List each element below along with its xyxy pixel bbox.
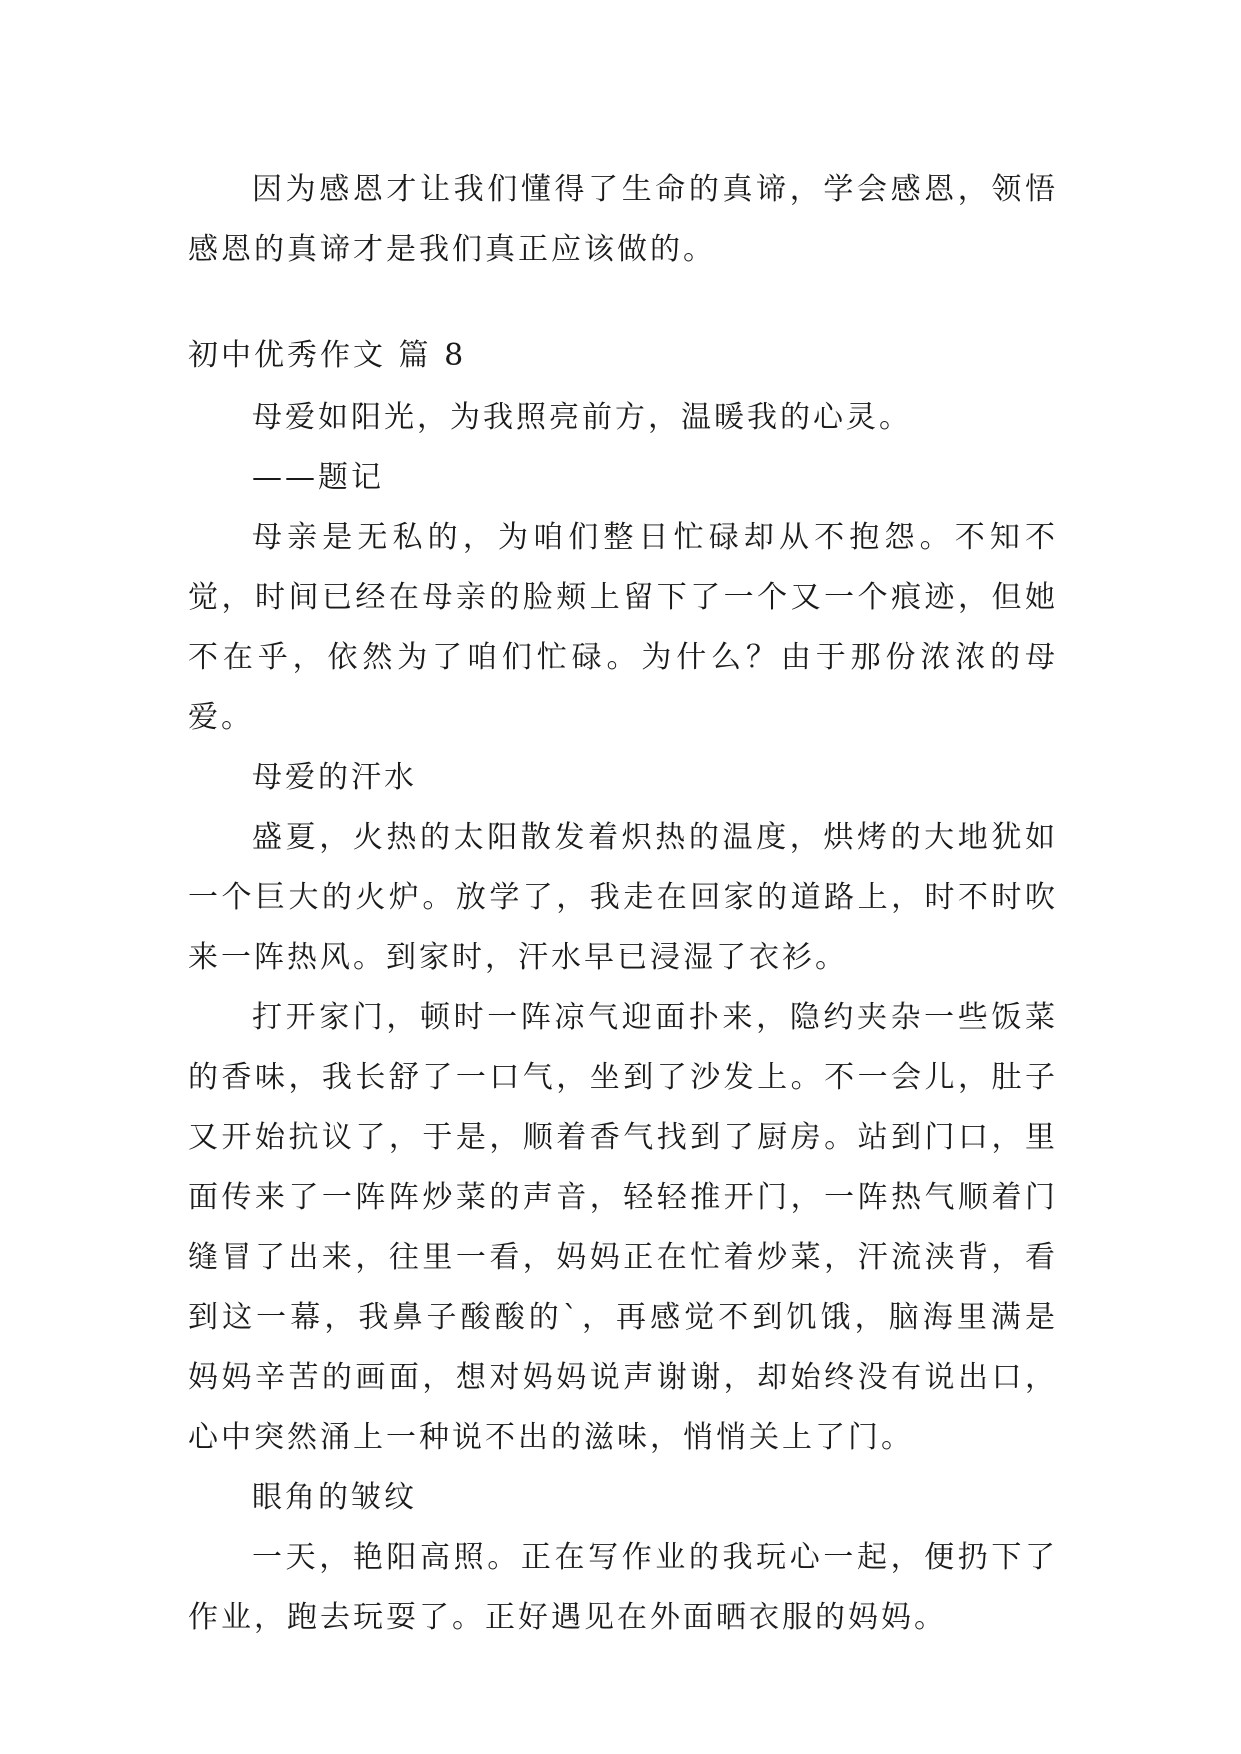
section-heading: 初中优秀作文 篇 8 bbox=[188, 338, 467, 373]
body-paragraph: 一天，艳阳高照。正在写作业的我玩心一起，便扔下了作业，跑去玩耍了。正好遇见在外面晒衣服的妈妈。 bbox=[188, 1540, 1058, 1635]
subheading-wrinkles: 眼角的皱纹 bbox=[252, 1480, 417, 1515]
body-paragraph: 母亲是无私的，为咱们整日忙碌却从不抱怨。不知不觉，时间已经在母亲的脸颊上留下了一个又一个痕迹，但她不在乎，依然为了咱们忙碌。为什么？由于那份浓浓的母爱。 bbox=[188, 520, 1058, 735]
body-paragraph: 打开家门，顿时一阵凉气迎面扑来，隐约夹杂一些饭菜的香味，我长舒了一口气，坐到了沙发上。不一会儿，肚子又开始抗议了，于是，顺着香气找到了厨房。站到门口，里面传来了一阵阵炒菜的声音，轻轻推开门，一阵热气顺着门缝冒了出来，往里一看，妈妈正在忙着炒菜，汗流浃背，看到这一幕，我鼻子酸酸的`，再感觉不到饥饿，脑海里满是妈妈辛苦的画面，想对妈妈说声谢谢，却始终没有说出口，心中突然涌上一种说不出的滋味，悄悄关上了门。 bbox=[188, 1000, 1058, 1455]
epigraph-attribution: ——题记 bbox=[252, 460, 384, 495]
subheading-sweat: 母爱的汗水 bbox=[252, 760, 417, 795]
epigraph: 母爱如阳光，为我照亮前方，温暖我的心灵。 bbox=[252, 400, 912, 435]
document-body bbox=[188, 160, 1058, 1648]
intro-paragraph: 因为感恩才让我们懂得了生命的真谛，学会感恩，领悟感恩的真谛才是我们真正应该做的。 bbox=[188, 172, 1058, 267]
body-paragraph: 盛夏，火热的太阳散发着炽热的温度，烘烤的大地犹如一个巨大的火炉。放学了，我走在回家的道路上，时不时吹来一阵热风。到家时，汗水早已浸湿了衣衫。 bbox=[188, 820, 1058, 975]
